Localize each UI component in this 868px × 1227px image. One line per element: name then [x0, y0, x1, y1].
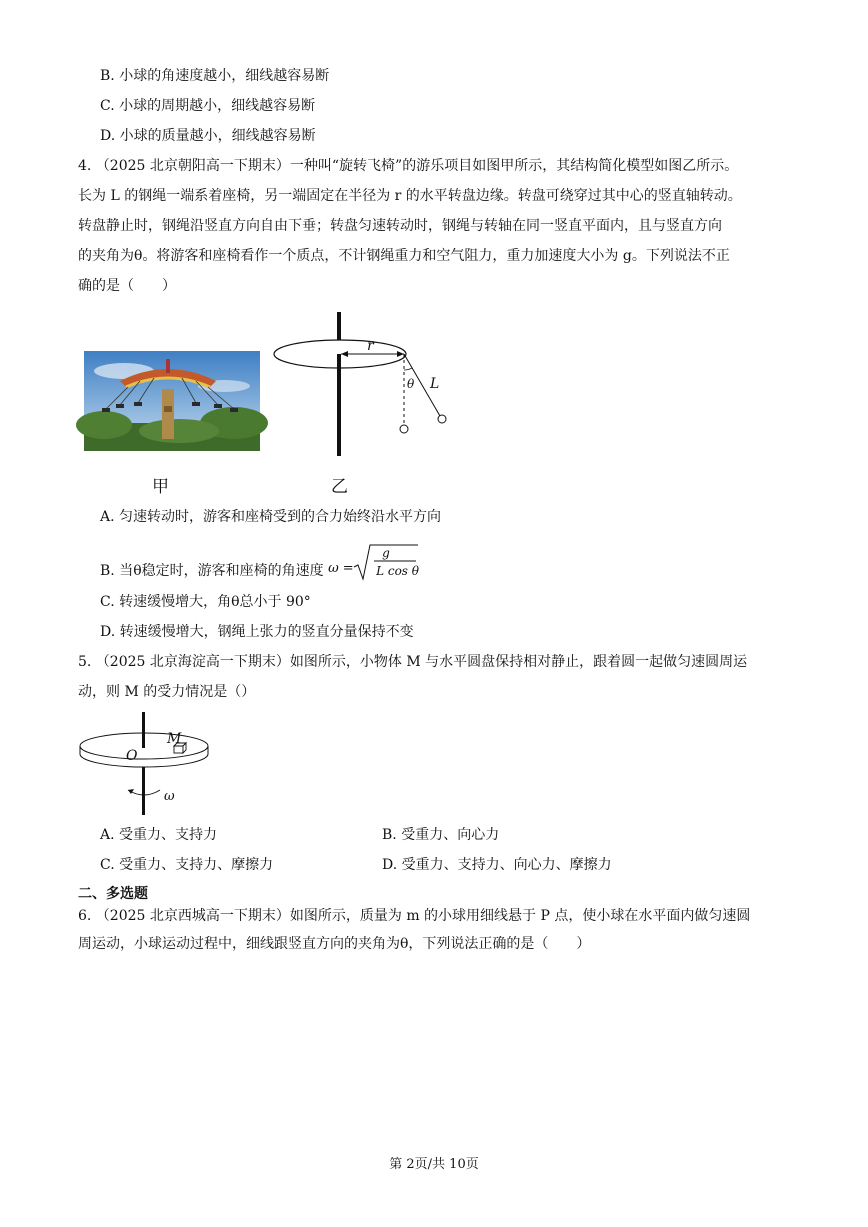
length-label: L: [430, 376, 440, 392]
q3-option-d: D. 小球的质量越小，细线越容易断: [100, 128, 316, 144]
q5-option-b: B. 受重力、向心力: [382, 827, 500, 843]
q5-option-a: A. 受重力、支持力: [100, 827, 218, 843]
center-label-o: O: [126, 748, 138, 764]
rotating-disc-diagram: [78, 708, 218, 820]
omega-formula: [328, 546, 420, 589]
q4-stem-line-1: 4. （2025 北京朝阳高一下期末）一种叫“旋转飞椅”的游乐项目如图甲所示，其结构简化模型如图乙所示。: [78, 158, 739, 174]
page-number-footer: 第 2页/共 10页: [389, 1157, 479, 1172]
q4-stem-line-4: 的夹角为θ。将游客和座椅看作一个质点，不计钢绳重力和空气阻力，重力加速度大小为 g。下列说法不正: [78, 248, 730, 264]
axis-shaft-top: [337, 312, 341, 340]
q6-stem-line-1: 6. （2025 北京西城高一下期末）如图所示，质量为 m 的小球用细线悬于 P 点，使小球在水平面内做匀速圆: [78, 908, 751, 924]
q6-stem-line-2: 周运动，小球运动过程中，细线跟竖直方向的夹角为θ，下列说法正确的是（ ）: [78, 936, 591, 952]
swing-ride-photo: [84, 351, 260, 451]
figure-jia-caption: 甲: [152, 477, 169, 497]
q4-option-b-text: B. 当θ稳定时，游客和座椅的角速度: [100, 563, 324, 579]
hanging-ball-swing: [438, 415, 446, 423]
q4-option-b: [100, 546, 420, 589]
radius-label: r: [367, 338, 374, 354]
q4-option-a: A. 匀速转动时，游客和座椅受到的合力始终沿水平方向: [100, 509, 442, 525]
axis-shaft-bottom: [337, 354, 341, 456]
q4-option-d: D. 转速缓慢增大，钢绳上张力的竖直分量保持不变: [100, 624, 414, 640]
omega-formula-numerator: g: [382, 546, 390, 560]
q4-stem-line-3: 转盘静止时，钢绳沿竖直方向自由下垂；转盘匀速转动时，钢绳与转轴在同一竖直平面内，且与竖直方向: [78, 218, 722, 234]
omega-formula-lhs: ω =: [328, 561, 354, 576]
block-label-m: M: [167, 731, 182, 747]
hanging-ball-rest: [400, 425, 408, 433]
rotating-chair-diagram: [270, 310, 450, 460]
q4-stem-line-5: 确的是（ ）: [78, 278, 176, 294]
q4-option-c: C. 转速缓慢增大，角θ总小于 90°: [100, 594, 311, 610]
q5-option-d: D. 受重力、支持力、向心力、摩擦力: [382, 857, 612, 873]
omega-label: ω: [164, 789, 175, 804]
q5-option-c: C. 受重力、支持力、摩擦力: [100, 857, 274, 873]
q4-stem-line-2: 长为 L 的钢绳一端系着座椅，另一端固定在半径为 r 的水平转盘边缘。转盘可绕穿过其中心的竖直轴转动。: [78, 188, 742, 204]
theta-label: θ: [407, 377, 415, 391]
figure-yi-caption: 乙: [331, 477, 348, 497]
section-title-multiple-choice: 二、多选题: [78, 886, 148, 902]
q3-option-b: B. 小球的角速度越小，细线越容易断: [100, 68, 330, 84]
q5-stem-line-2: 动，则 M 的受力情况是（）: [78, 684, 256, 700]
q5-stem-line-1: 5. （2025 北京海淀高一下期末）如图所示，小物体 M 与水平圆盘保持相对静止，跟着圆一起做匀速圆周运: [78, 654, 748, 670]
q3-option-c: C. 小球的周期越小，细线越容易断: [100, 98, 316, 114]
omega-formula-denominator: L cos θ: [376, 564, 420, 578]
